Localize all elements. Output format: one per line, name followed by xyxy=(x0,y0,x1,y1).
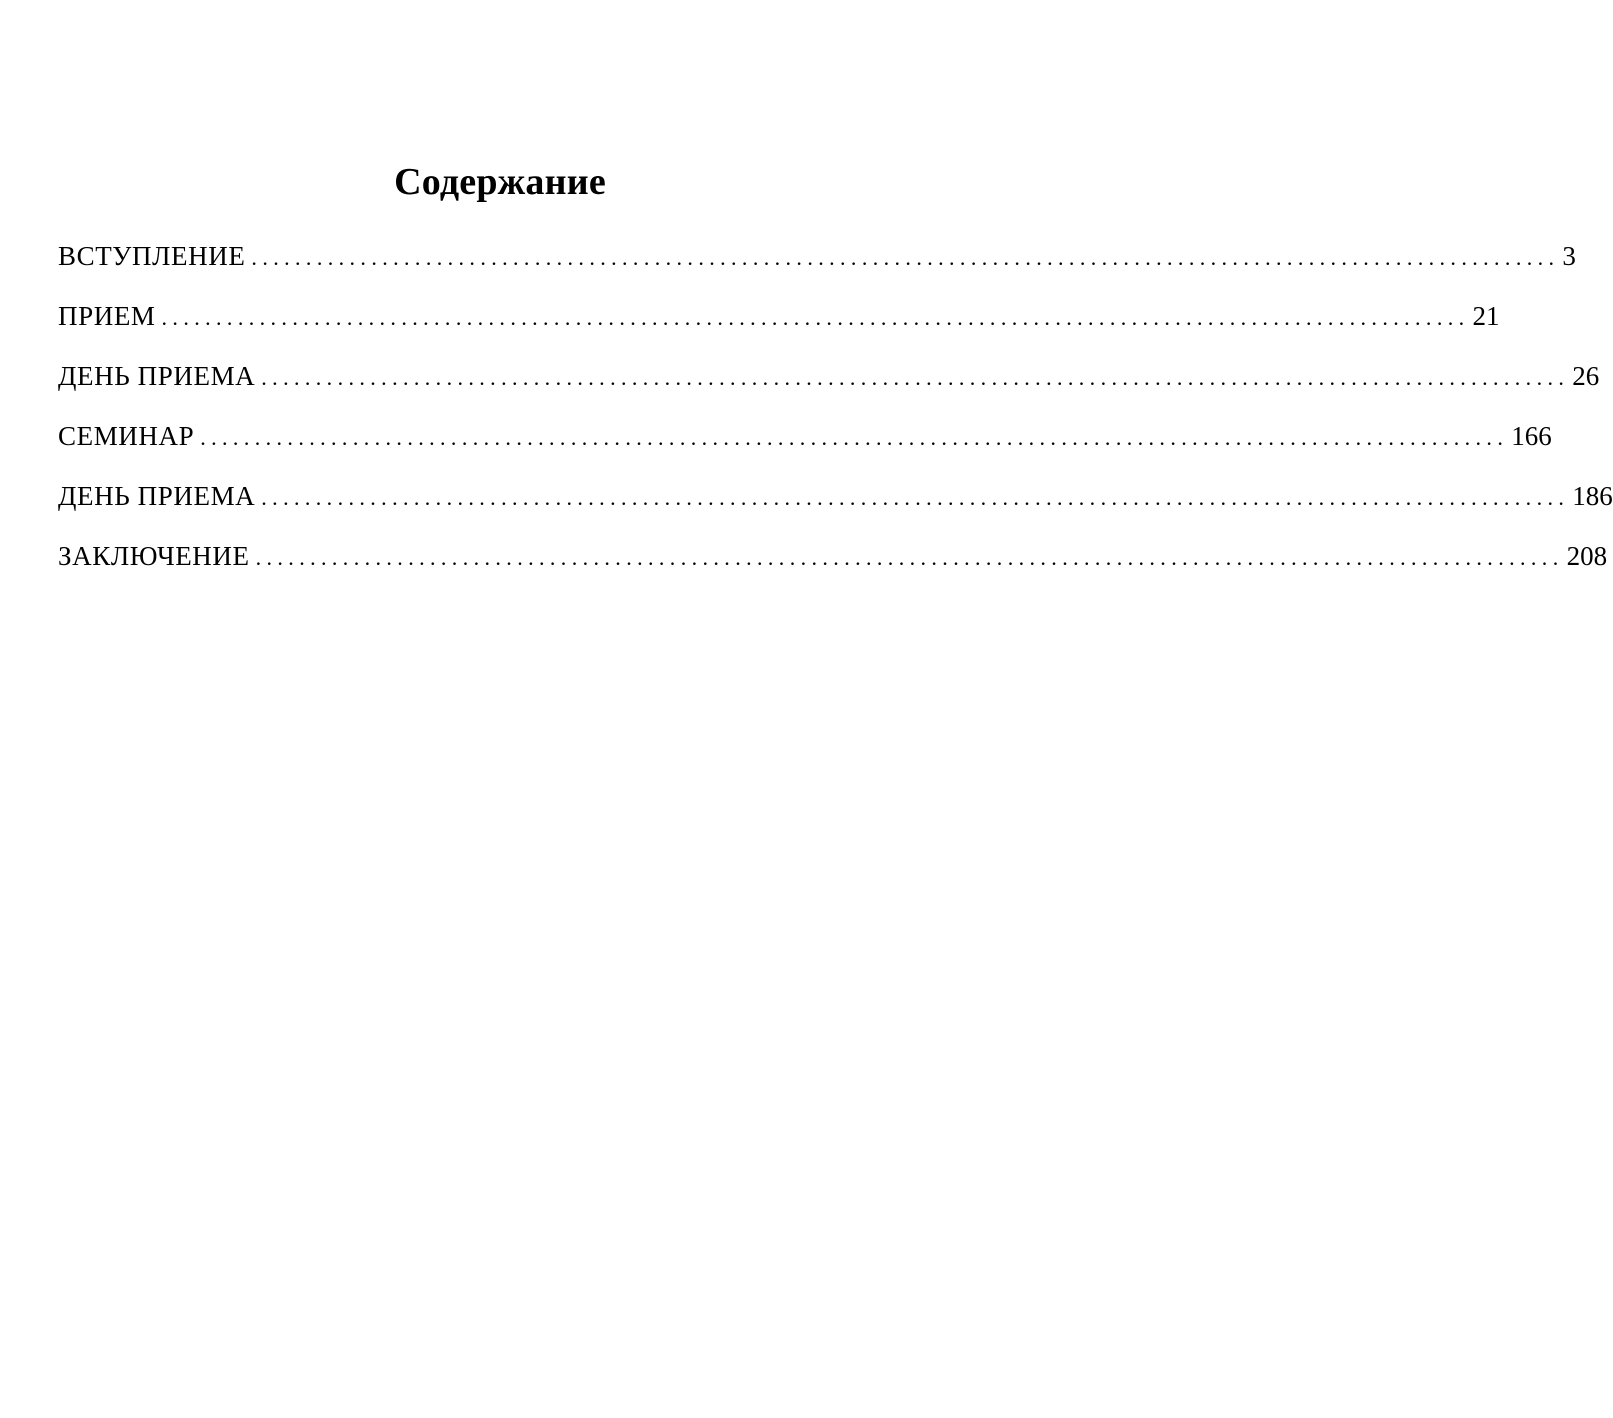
toc-entry-page: 166 xyxy=(1511,421,1552,451)
dot-leader: ........................................................................................................................ xyxy=(161,305,1470,330)
toc-entry-page: 3 xyxy=(1562,241,1576,271)
toc-entry xyxy=(58,296,1500,356)
toc-entry-label: ПРИЕМ xyxy=(58,301,156,331)
toc-entry-page: 26 xyxy=(1572,361,1600,391)
dot-leader: ........................................................................................................................ xyxy=(251,245,1560,270)
toc-entry xyxy=(58,356,1600,416)
table-of-contents xyxy=(58,236,1613,596)
dot-leader: ........................................................................................................................ xyxy=(255,545,1564,570)
toc-entry xyxy=(58,476,1613,536)
toc-entry-page: 186 xyxy=(1572,481,1613,511)
toc-entry-label: ЗАКЛЮЧЕНИЕ xyxy=(58,541,250,571)
toc-entry-page: 21 xyxy=(1472,301,1500,331)
dot-leader: ........................................................................................................................ xyxy=(261,485,1570,510)
toc-entry xyxy=(58,536,1608,596)
toc-entry-label: ДЕНЬ ПРИЕМА xyxy=(58,481,256,511)
dot-leader: ........................................................................................................................ xyxy=(261,365,1570,390)
page-title: Содержание xyxy=(394,161,606,203)
dot-leader: ........................................................................................................................ xyxy=(200,425,1509,450)
toc-entry-label: СЕМИНАР xyxy=(58,421,195,451)
toc-entry-page: 208 xyxy=(1566,541,1608,571)
toc-entry xyxy=(58,416,1552,476)
toc-entry-label: ДЕНЬ ПРИЕМА xyxy=(58,361,256,391)
toc-entry xyxy=(58,236,1576,296)
toc-entry-label: ВСТУПЛЕНИЕ xyxy=(58,241,246,271)
